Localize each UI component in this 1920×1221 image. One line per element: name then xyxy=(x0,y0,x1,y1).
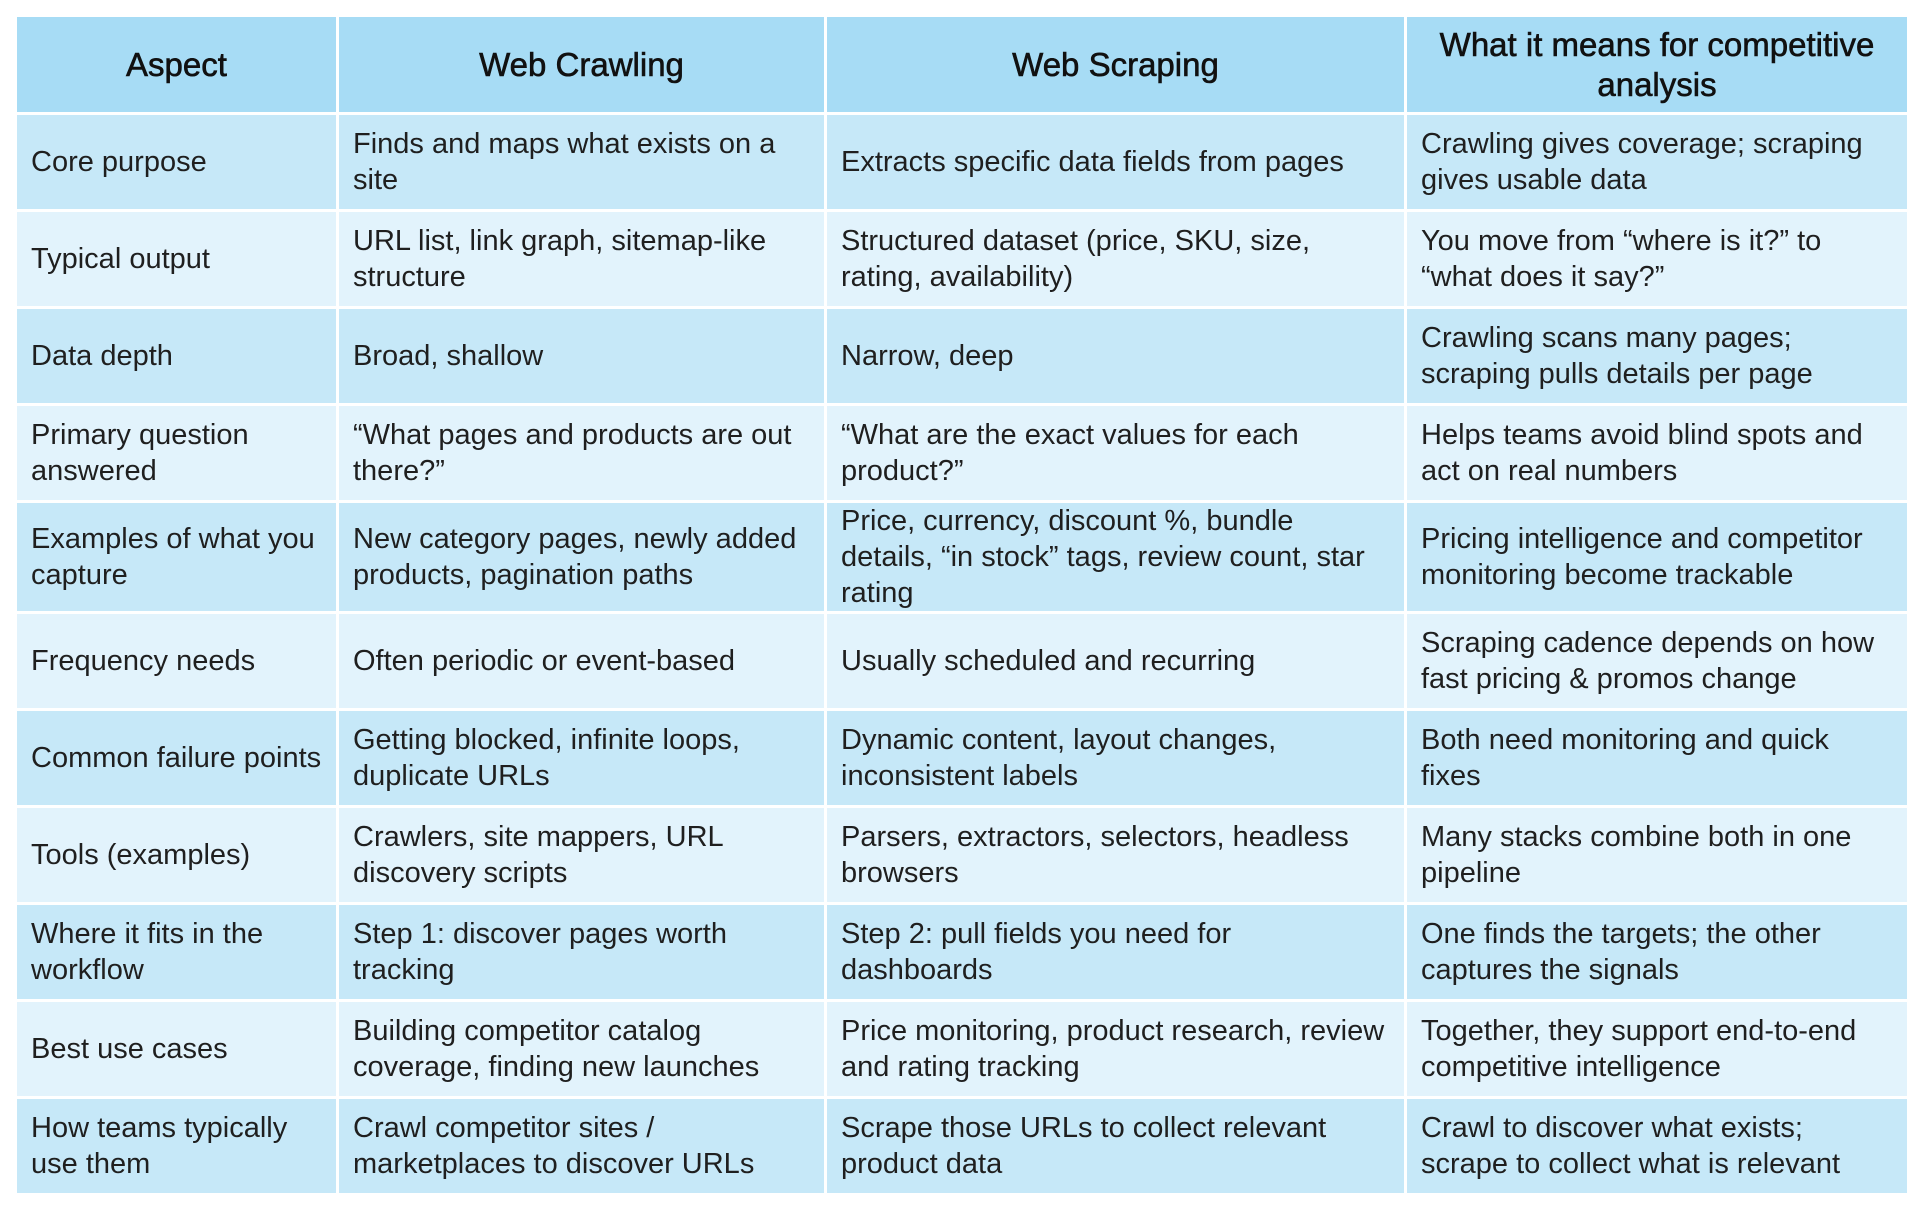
competitive-analysis-cell: Together, they support end-to-end competitive intelligence xyxy=(1406,1001,1909,1098)
web-crawling-cell: New category pages, newly added products, pagination paths xyxy=(338,502,826,613)
table-row xyxy=(16,710,1909,807)
table-row xyxy=(16,613,1909,710)
aspect-cell: Data depth xyxy=(16,308,338,405)
web-crawling-cell: Finds and maps what exists on a site xyxy=(338,114,826,211)
table-row xyxy=(16,308,1909,405)
web-scraping-cell: Usually scheduled and recurring xyxy=(826,613,1406,710)
aspect-cell: Common failure points xyxy=(16,710,338,807)
competitive-analysis-cell: You move from “where is it?” to “what does it say?” xyxy=(1406,211,1909,308)
web-scraping-cell: Step 2: pull fields you need for dashboards xyxy=(826,904,1406,1001)
table-row xyxy=(16,405,1909,502)
web-scraping-cell: Structured dataset (price, SKU, size, rating, availability) xyxy=(826,211,1406,308)
web-crawling-cell: Broad, shallow xyxy=(338,308,826,405)
web-scraping-cell: Extracts specific data fields from pages xyxy=(826,114,1406,211)
table-row xyxy=(16,904,1909,1001)
competitive-analysis-cell: Crawl to discover what exists; scrape to collect what is relevant xyxy=(1406,1098,1909,1195)
aspect-cell: Examples of what you capture xyxy=(16,502,338,613)
aspect-cell: Typical output xyxy=(16,211,338,308)
competitive-analysis-cell: One finds the targets; the other captures the signals xyxy=(1406,904,1909,1001)
web-crawling-cell: “What pages and products are out there?” xyxy=(338,405,826,502)
web-crawling-cell: Crawlers, site mappers, URL discovery scripts xyxy=(338,807,826,904)
web-scraping-cell: Narrow, deep xyxy=(826,308,1406,405)
web-crawling-cell: Getting blocked, infinite loops, duplicate URLs xyxy=(338,710,826,807)
competitive-analysis-cell: Many stacks combine both in one pipeline xyxy=(1406,807,1909,904)
aspect-cell: Primary question answered xyxy=(16,405,338,502)
web-crawling-cell: Often periodic or event-based xyxy=(338,613,826,710)
web-crawling-cell: Crawl competitor sites / marketplaces to discover URLs xyxy=(338,1098,826,1195)
aspect-cell: Tools (examples) xyxy=(16,807,338,904)
web-scraping-cell: Dynamic content, layout changes, inconsistent labels xyxy=(826,710,1406,807)
header-competitive-analysis: What it means for competitive analysis xyxy=(1406,16,1909,114)
competitive-analysis-cell: Crawling gives coverage; scraping gives usable data xyxy=(1406,114,1909,211)
competitive-analysis-cell: Pricing intelligence and competitor monitoring become trackable xyxy=(1406,502,1909,613)
table-row xyxy=(16,1098,1909,1195)
web-scraping-cell: Price, currency, discount %, bundle details, “in stock” tags, review count, star rating xyxy=(826,502,1406,613)
table-row xyxy=(16,114,1909,211)
header-web-crawling: Web Crawling xyxy=(338,16,826,114)
header-row xyxy=(16,16,1909,114)
web-scraping-cell: Parsers, extractors, selectors, headless browsers xyxy=(826,807,1406,904)
web-scraping-cell: Scrape those URLs to collect relevant product data xyxy=(826,1098,1406,1195)
web-crawling-cell: Building competitor catalog coverage, finding new launches xyxy=(338,1001,826,1098)
aspect-cell: Frequency needs xyxy=(16,613,338,710)
competitive-analysis-cell: Both need monitoring and quick fixes xyxy=(1406,710,1909,807)
header-aspect: Aspect xyxy=(16,16,338,114)
table-row xyxy=(16,502,1909,613)
competitive-analysis-cell: Scraping cadence depends on how fast pricing & promos change xyxy=(1406,613,1909,710)
web-crawling-cell: Step 1: discover pages worth tracking xyxy=(338,904,826,1001)
aspect-cell: Best use cases xyxy=(16,1001,338,1098)
table-row xyxy=(16,211,1909,308)
comparison-table-container xyxy=(14,14,1907,1196)
competitive-analysis-cell: Helps teams avoid blind spots and act on real numbers xyxy=(1406,405,1909,502)
table-row xyxy=(16,807,1909,904)
aspect-cell: Where it fits in the workflow xyxy=(16,904,338,1001)
web-scraping-cell: “What are the exact values for each product?” xyxy=(826,405,1406,502)
table-row xyxy=(16,1001,1909,1098)
web-crawling-cell: URL list, link graph, sitemap-like structure xyxy=(338,211,826,308)
header-web-scraping: Web Scraping xyxy=(826,16,1406,114)
comparison-table xyxy=(14,14,1910,1196)
aspect-cell: How teams typically use them xyxy=(16,1098,338,1195)
competitive-analysis-cell: Crawling scans many pages; scraping pulls details per page xyxy=(1406,308,1909,405)
aspect-cell: Core purpose xyxy=(16,114,338,211)
web-scraping-cell: Price monitoring, product research, review and rating tracking xyxy=(826,1001,1406,1098)
